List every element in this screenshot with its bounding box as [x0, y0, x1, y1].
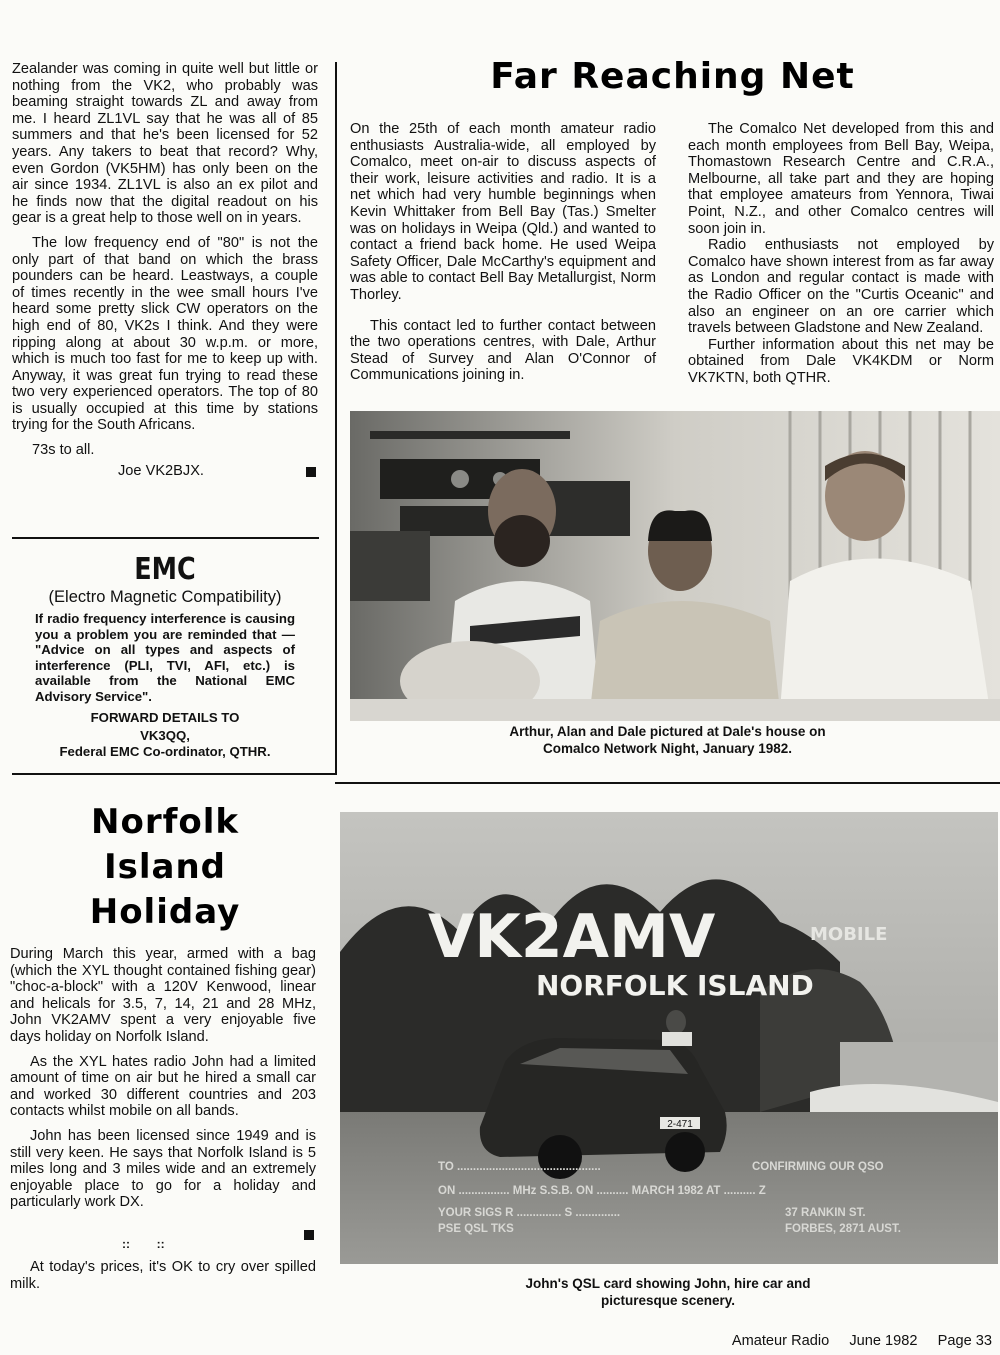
paragraph: During March this year, armed with a bag (which the XYL thought contained fishing gear) "choc-a-block" with a 120V Kenwood, linear and helicals for 3.5, 7, 14, 21 and 28 MHz, John VK2AMV spent a very enjoyable five days holiday on Norfolk Island.	[10, 946, 316, 1045]
qsl-location: NORFOLK ISLAND	[536, 969, 814, 1002]
qsl-caption: John's QSL card showing John, hire car and picturesque scenery.	[525, 1276, 811, 1308]
page-number: Page 33	[937, 1333, 992, 1349]
qsl-form-to: TO .............................................	[438, 1161, 601, 1173]
photo-caption: Arthur, Alan and Dale pictured at Dale's house on Comalco Network Night, January 1982.	[509, 724, 826, 756]
end-mark-icon	[304, 1230, 314, 1240]
paragraph: John has been licensed since 1949 and is still very keen. He says that Norfolk Island is 5 miles long and 3 miles wide and an extremely enjoyable place to go for a holiday and particularly work DX.	[10, 1127, 316, 1211]
paragraph: As the XYL hates radio John had a limited amount of time on air but he hired a small car and worked 30 different countries and 203 contacts whilst mobile on all bands.	[10, 1053, 316, 1120]
issue-date: June 1982	[849, 1333, 918, 1349]
publication-name: Amateur Radio	[731, 1333, 830, 1349]
page-footer	[732, 1333, 992, 1349]
qsl-address1: 37 RANKIN ST.	[785, 1207, 866, 1219]
section-separator: :: ::	[122, 1236, 165, 1251]
emc-title: EMC	[134, 552, 196, 587]
end-mark-icon	[306, 467, 316, 477]
column-rule	[335, 62, 337, 774]
qsl-form-on: ON ................ MHz S.S.B. ON .......... MARCH 1982 AT .......... Z	[438, 1185, 766, 1197]
paragraph: On the 25th of each month amateur radio enthusiasts Australia-wide, all employed by Comalco, meet on-air to discuss aspects of their work, leisure activities and radio. It is a net which had very humble beginnings when Kevin Whittaker from Bell Bay (Tas.) Smelter was on holidays in Weipa (Qld.) and wanted to contact a friend back home. He used Weipa Safety Officer, Dale McCarthy's equipment and was able to contact Bell Bay Metallurgist, Norm Thorley.	[350, 121, 656, 303]
article-column	[350, 121, 656, 384]
emc-forward-label: FORWARD DETAILS TO	[90, 709, 240, 725]
car-plate: 2-471	[667, 1119, 693, 1130]
paragraph: The low frequency end of "80" is not the only part of that band on which the brass pounders can be heard. Leastways, a couple of times recently in the wee small hours I've heard some pretty slick CW operators on the high end of 80, VK2s I think. And they were ripping along at about 30 w.p.m. or more, which is much too fast for me to keep up with. Anyway, it was great fun trying to read these two very experienced operators. The top of 80 is usually occupied at this time by stations trying for the South Africans.	[12, 234, 318, 434]
emc-box	[12, 553, 318, 760]
emc-contact-role: Federal EMC Co-ordinator, QTHR.	[59, 743, 271, 759]
paragraph: Radio enthusiasts not employed by Comalco have shown interest from as far away as London and regular contact is made with the Radio Officer on the "Curtis Oceanic" and also an engineer on an ore carrier which travels between Gladstone and New Zealand.	[688, 237, 994, 337]
article-title	[12, 800, 318, 935]
qsl-callsign: VK2AMV	[428, 902, 716, 972]
title-line: Norfolk	[91, 802, 239, 842]
photo-three-men	[350, 411, 1000, 721]
title-line: Holiday	[89, 892, 241, 932]
qsl-card-illustration	[340, 812, 998, 1264]
qsl-confirming: CONFIRMING OUR QSO	[752, 1161, 884, 1173]
qsl-address2: FORBES, 2871 AUST.	[785, 1223, 901, 1235]
paragraph: Further information about this net may be obtained from Dale VK4KDM or Norm VK7KTN, both QTHR.	[688, 336, 994, 386]
paragraph: Zealander was coming in quite well but little or nothing from the VK2, who probably was beaming straight towards ZL and away from me. I heard ZL1VL say that he was all of 85 summers and that he's been licensed for 52 years. Any takers to beat that record? Why, even Gordon (VK5HM) has only been on the air since 1934. ZL1VL is also an ex pilot and he finds now that the digital readout on his gear is a great help to those well on in years.	[12, 61, 318, 227]
emc-subtitle: (Electro Magnetic Compatibility)	[48, 588, 282, 606]
filler-text: At today's prices, it's OK to cry over spilled milk.	[10, 1258, 316, 1292]
divider	[12, 537, 319, 539]
paragraph: 73s to all.	[32, 442, 95, 459]
qsl-form-sigs: YOUR SIGS R .............. S ..............	[438, 1207, 621, 1219]
title-line: Island	[103, 847, 227, 887]
qsl-form-pse: PSE QSL TKS	[438, 1223, 514, 1235]
article-column	[688, 121, 994, 387]
emc-contact-call: VK3QQ,	[140, 727, 190, 743]
norfolk-article	[10, 946, 316, 1292]
qsl-mobile: MOBILE	[810, 924, 888, 945]
paragraph: This contact led to further contact between the two operations centres, with Dale, Arthur Stead of Survey and Alan O'Connor of Communications joining in.	[350, 317, 656, 384]
paragraph: The Comalco Net developed from this and each month employees from Bell Bay, Weipa, Thomastown Research Centre and C.R.A., Melbourne, all take part and they are hoping that employee amateurs from Yennora, Tiwai Point, N.Z., and other Comalco centres will soon join in.	[688, 121, 994, 237]
divider	[12, 773, 337, 775]
divider	[335, 782, 1000, 784]
emc-body: If radio frequency interference is causing you a problem you are reminded that — "Advice on all types and aspects of interference (PLI, TVI, AFI, etc.) is available from the National EMC Advisory Service".	[35, 611, 295, 704]
qsl-card-photo	[340, 812, 998, 1264]
photo-illustration	[350, 411, 1000, 721]
article-title: Far Reaching Net	[490, 56, 855, 97]
left-top-article	[12, 61, 318, 481]
signature: Joe VK2BJX.	[118, 462, 204, 479]
